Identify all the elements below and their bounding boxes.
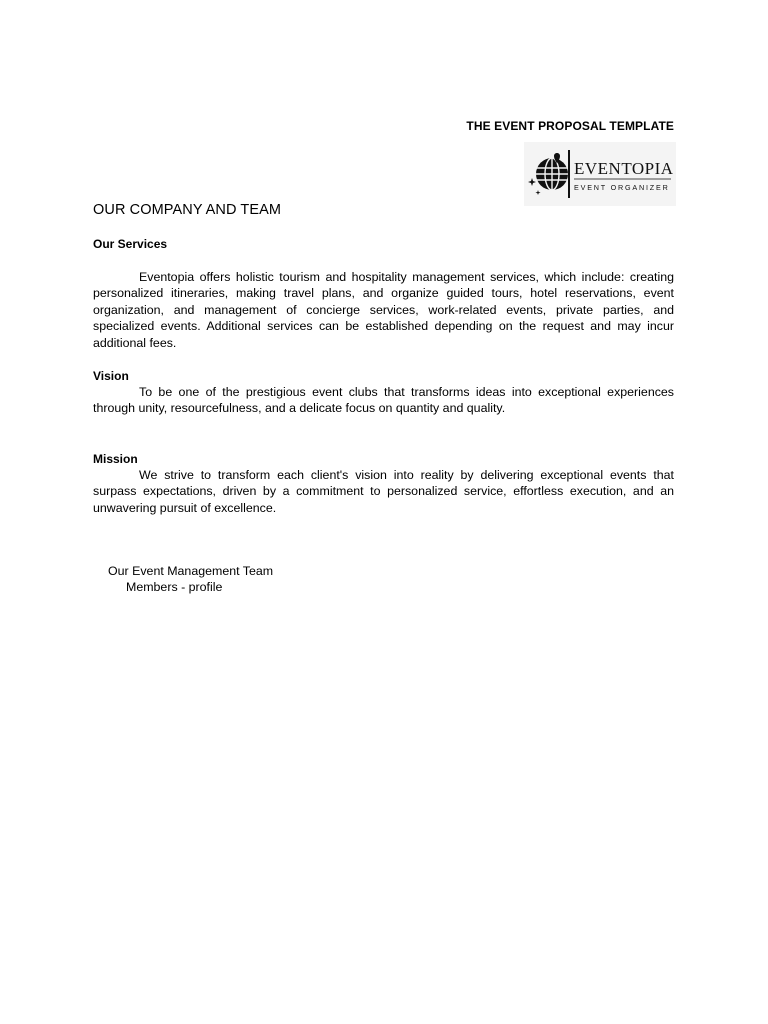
svg-text:EVENTOPIA: EVENTOPIA (574, 159, 674, 178)
globe-logo-icon (524, 142, 676, 206)
vision-heading: Vision (93, 369, 129, 383)
team-subheading: Members - profile (126, 580, 223, 594)
eventopia-logo (524, 142, 676, 206)
vision-paragraph: To be one of the prestigious event clubs that transforms ideas into exceptional experiences through unity, resourcefulness, and a delicate focus on quantity and quality. (93, 385, 674, 416)
mission-heading: Mission (93, 452, 138, 466)
svg-text:EVENT ORGANIZER: EVENT ORGANIZER (574, 183, 670, 192)
document-title: THE EVENT PROPOSAL TEMPLATE (466, 119, 674, 133)
section-heading: OUR COMPANY AND TEAM (93, 202, 282, 218)
services-heading: Our Services (93, 237, 168, 251)
services-paragraph: Eventopia offers holistic tourism and hospitality management services, which include: creating personalized itineraries, making travel plans, and organize guided tours, hotel reservations, event organization, and management of concierge services, work-related events, private parties, and specialized events. Additional services can be established depending on the request and may incur additional fees. (93, 270, 674, 350)
mission-paragraph: We strive to transform each client's vision into reality by delivering exceptional events that surpass expectations, driven by a commitment to personalized service, effortless execution, and an unwavering pursuit of excellence. (93, 468, 674, 515)
team-heading: Our Event Management Team (108, 564, 274, 578)
